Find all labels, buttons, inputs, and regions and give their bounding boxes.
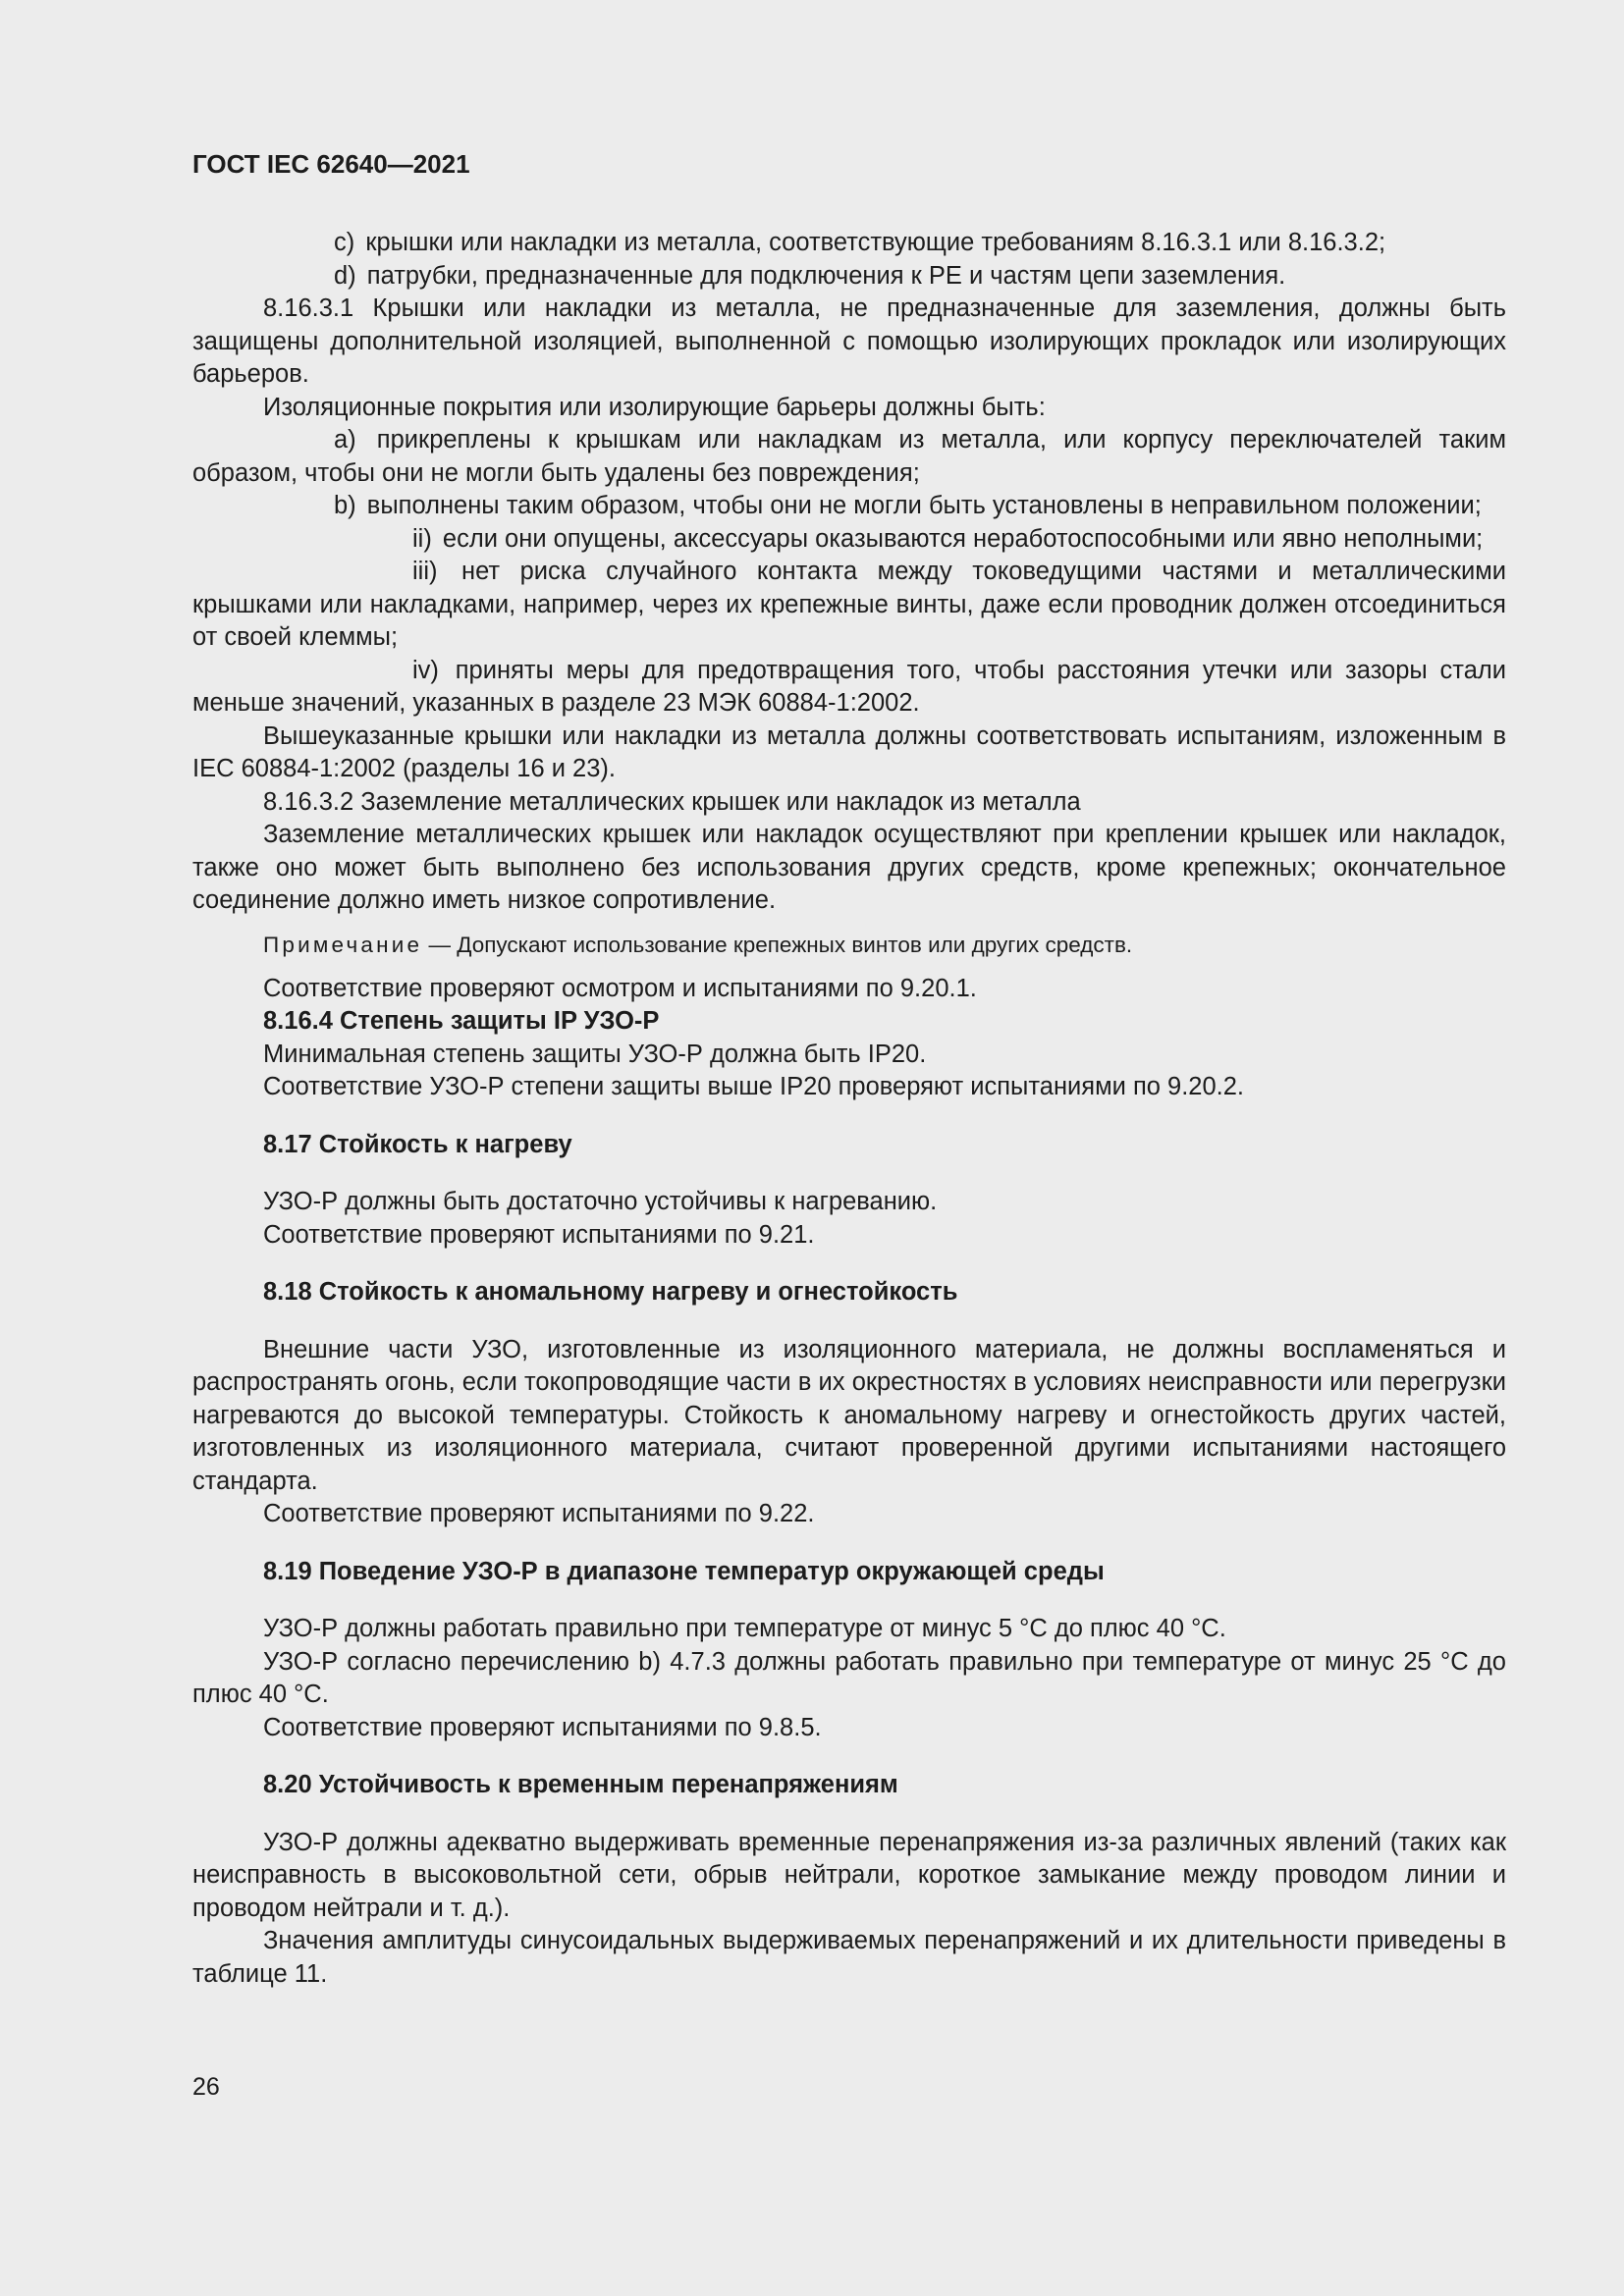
list-text: выполнены таким образом, чтобы они не могли быть установлены в неправильном положении;	[366, 492, 1482, 519]
document-page	[192, 147, 1506, 1991]
list-item-d	[192, 260, 1506, 294]
paragraph-temp-range-b: УЗО-Р согласно перечислению b) 4.7.3 должны работать правильно при температуре от минус 25 °С до плюс 40 °С.	[192, 1647, 1506, 1708]
paragraph-amplitude: Значения амплитуды синусоидальных выдерживаемых перенапряжений и их длительности приведены в таблице 11.	[192, 1927, 1506, 1988]
page-number: 26	[192, 2073, 220, 2101]
paragraph-external-parts: Внешние части УЗО, изготовленные из изоляционного материала, не должны воспламеняться и распространять огонь, если токопроводящие части в их окрестностях в условиях неисправности или перегрузки нагреваются до высокой температуры. Стойкость к аномальному нагреву и огнестойкость других частей, изготовленных из изоляционного материала, считают проверенной другими испытаниями настоящего стандарта.	[192, 1335, 1506, 1495]
list-text: если они опущены, аксессуары оказываются неработоспособными или явно неполными;	[442, 524, 1484, 553]
list-item-b	[192, 490, 1506, 523]
paragraph-8-16-3-2: 8.16.3.2 Заземление металлических крышек или накладок из металла	[263, 787, 1081, 816]
note-text: — Допускают использование крепежных винтов или других средств.	[422, 932, 1133, 957]
list-item-ii	[192, 523, 1506, 557]
list-text: патрубки, предназначенные для подключения к PE и частям цепи заземления.	[366, 261, 1286, 290]
list-marker: iii)	[412, 558, 438, 585]
note-label: Примечание	[263, 932, 423, 957]
list-marker: iv)	[412, 656, 439, 684]
paragraph-check-9-21: Соответствие проверяют испытаниями по 9.21.	[263, 1220, 815, 1249]
heading-8-20: 8.20 Устойчивость к временным перенапряжениям	[263, 1771, 898, 1798]
note	[192, 930, 1506, 961]
document-header: ГОСТ IEC 62640—2021	[192, 149, 470, 179]
paragraph-heat: УЗО-Р должны быть достаточно устойчивы к нагреванию.	[263, 1188, 938, 1215]
paragraph-above-covers: Вышеуказанные крышки или накладки из металла должны соответствовать испытаниям, изложенным в IEC 60884-1:2002 (разделы 16 и 23).	[192, 721, 1506, 782]
list-item-a	[192, 424, 1506, 490]
list-text: крышки или накладки из металла, соответствующие требованиям 8.16.3.1 или 8.16.3.2;	[365, 229, 1386, 256]
list-text: нет риска случайного контакта между токоведущими частями и металлическими крышками или накладками, например, через их крепежные винты, даже если проводник должен отсоединиться от своей клеммы;	[192, 558, 1506, 651]
paragraph-check-9-8-5: Соответствие проверяют испытаниями по 9.8.5.	[263, 1713, 822, 1741]
paragraph-grounding: Заземление металлических крышек или накладок осуществляют при креплении крышек или накладок, также оно может быть выполнено без использования других средств, кроме крепежных; окончательное соединение должно иметь низкое сопротивление.	[192, 821, 1506, 914]
list-item-iii	[192, 556, 1506, 655]
paragraph-8-16-3-1: 8.16.3.1 Крышки или накладки из металла, не предназначенные для заземления, должны быть защищены дополнительной изоляцией, выполненной с помощью изолирующих прокладок или изолирующих барьеров.	[192, 294, 1506, 388]
list-marker: c)	[334, 229, 355, 256]
heading-8-19: 8.19 Поведение УЗО-Р в диапазоне температур окружающей среды	[263, 1557, 1105, 1585]
list-item-c	[192, 227, 1506, 260]
list-text: приняты меры для предотвращения того, чтобы расстояния утечки или зазоры стали меньше значений, указанных в разделе 23 МЭК 60884-1:2002.	[192, 656, 1506, 717]
paragraph-check-9-20-1: Соответствие проверяют осмотром и испытаниями по 9.20.1.	[263, 974, 977, 1002]
list-text: прикреплены к крышкам или накладкам из металла, или корпусу переключателей таким образом, чтобы они не могли быть удалены без повреждения;	[192, 426, 1506, 487]
paragraph-coverings: Изоляционные покрытия или изолирующие барьеры должны быть:	[263, 393, 1046, 421]
paragraph-overvoltage: УЗО-Р должны адекватно выдерживать временные перенапряжения из-за различных явлений (таких как неисправность в высоковольтной сети, обрыв нейтрали, короткое замыкание между проводом линии и проводом нейтрали и т. д.).	[192, 1828, 1506, 1922]
heading-8-17: 8.17 Стойкость к нагреву	[263, 1130, 572, 1158]
heading-8-18: 8.18 Стойкость к аномальному нагреву и огнестойкость	[263, 1278, 958, 1306]
paragraph-check-9-22: Соответствие проверяют испытаниями по 9.22.	[263, 1500, 815, 1527]
list-item-iv	[192, 655, 1506, 721]
paragraph-temp-range: УЗО-Р должны работать правильно при температуре от минус 5 °С до плюс 40 °С.	[263, 1615, 1226, 1642]
paragraph-min-ip: Минимальная степень защиты УЗО-Р должна быть IP20.	[263, 1040, 927, 1068]
list-marker: ii)	[412, 524, 432, 553]
paragraph-check-9-20-2: Соответствие УЗО-Р степени защиты выше IP20 проверяют испытаниями по 9.20.2.	[263, 1073, 1245, 1100]
list-marker: a)	[334, 426, 356, 454]
list-marker: d)	[334, 261, 356, 290]
list-marker: b)	[334, 492, 356, 519]
heading-8-16-4: 8.16.4 Степень защиты IP УЗО-Р	[263, 1007, 660, 1035]
